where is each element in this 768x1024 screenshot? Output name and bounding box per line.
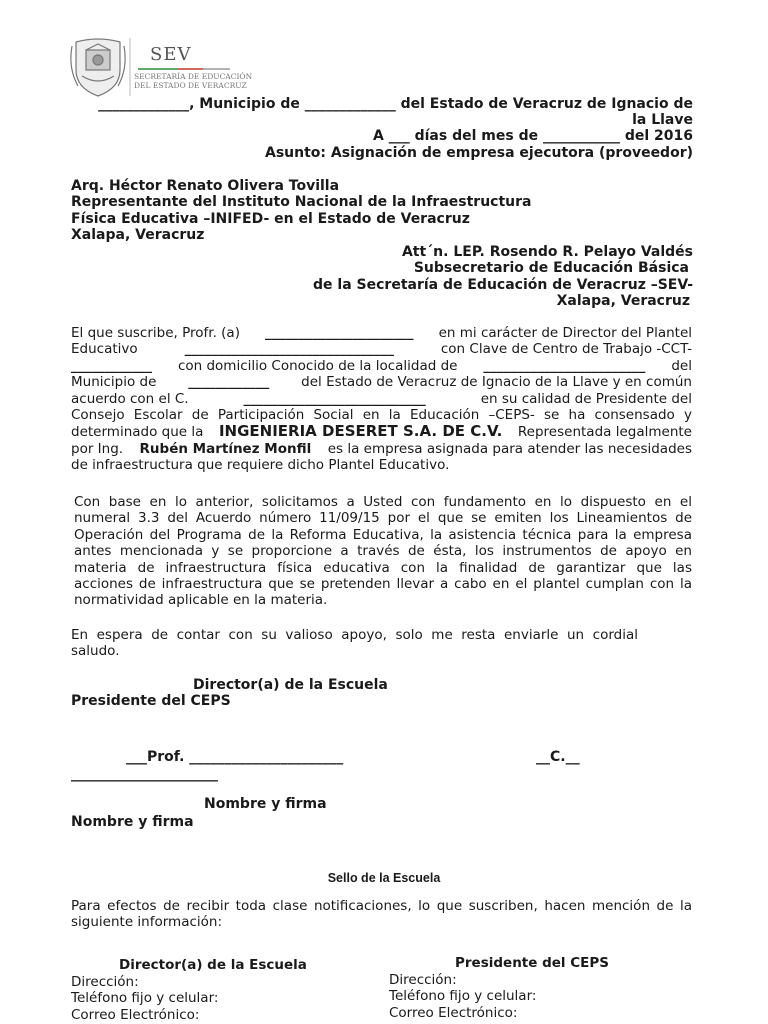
para1-line: de infraestructura que requiere dicho Plantel Educativo. bbox=[71, 457, 450, 474]
para2-line: Con base en lo anterior, solicitamos a Usted con fundamento en lo dispuesto en el bbox=[74, 494, 692, 510]
paragraph-2 bbox=[74, 494, 692, 609]
locality-blank: ________________________ bbox=[483, 357, 646, 374]
director-address-label: Dirección: bbox=[71, 974, 139, 990]
president-address-label: Dirección: bbox=[389, 972, 457, 988]
president-name-blank: ___________________________ bbox=[243, 390, 426, 407]
para1-text: por Ing. bbox=[71, 440, 124, 457]
para1-text: en mi carácter de Director del Plantel bbox=[438, 325, 692, 341]
company-name: INGENIERIA DESERET S.A. DE C.V. bbox=[218, 422, 503, 441]
para1-text: determinado que la bbox=[71, 424, 204, 441]
cct-blank: ____________ bbox=[71, 357, 152, 374]
para1-text: con domicilio Conocido de la localidad de bbox=[177, 357, 458, 374]
director-info-title: Director(a) de la Escuela bbox=[119, 957, 307, 973]
para2-line: normatividad aplicable en la materia. bbox=[74, 592, 328, 609]
para1-text: Representada legalmente bbox=[517, 424, 692, 441]
president-info-title: Presidente del CEPS bbox=[455, 955, 610, 971]
paragraph-3 bbox=[71, 627, 638, 660]
director-title: Director(a) de la Escuela bbox=[193, 677, 388, 693]
school-name-blank: _______________________________ bbox=[184, 341, 394, 358]
name-and-signature-1: Nombre y firma bbox=[204, 796, 327, 812]
para3-line: saludo. bbox=[71, 643, 120, 660]
president-title: Presidente del CEPS bbox=[71, 693, 231, 709]
director-phone-label: Teléfono fijo y celular: bbox=[71, 990, 219, 1006]
director-email-label: Correo Electrónico: bbox=[71, 1007, 200, 1023]
para2-line: antes mencionada y se proporcione a través de ésta, los instrumentos de apoyo en bbox=[74, 543, 692, 560]
date-line: A ___ días del mes de ___________ del 2016 bbox=[373, 128, 693, 144]
para1-text: del bbox=[671, 357, 692, 374]
recipient-city: Xalapa, Veracruz bbox=[71, 227, 205, 243]
representative-name: Rubén Martínez Monfil bbox=[139, 440, 312, 457]
para1-line: Consejo Escolar de Participación Social en la Educación –CEPS- se ha consensado y bbox=[71, 407, 692, 424]
para1-text: acuerdo con el C. bbox=[71, 390, 189, 407]
municipality-blank: ____________ bbox=[188, 374, 270, 391]
president-email-label: Correo Electrónico: bbox=[389, 1005, 518, 1021]
recipient-title-1: Representante del Instituto Nacional de la Infraestructura bbox=[71, 194, 532, 210]
para1-text: en su calidad de Presidente del bbox=[480, 390, 692, 407]
para2-line: numeral 3.3 del Acuerdo número 11/09/15 por el que se emiten los Lineamientos de bbox=[74, 510, 692, 527]
president-phone-label: Teléfono fijo y celular: bbox=[389, 988, 537, 1004]
attention-title-2: de la Secretaría de Educación de Veracruz –SEV- bbox=[313, 277, 693, 293]
place-date-line-2: la Llave bbox=[632, 112, 693, 128]
logo-subtitle-1: SECRETARÍA DE EDUCACIÓN bbox=[134, 72, 253, 81]
para2-line: acciones de infraestructura que se pretenden llevar a cabo en el plantel cumplan con la bbox=[74, 576, 692, 593]
recipient-name: Arq. Héctor Renato Olivera Tovilla bbox=[71, 178, 340, 194]
signature-underline: _____________________ bbox=[71, 766, 218, 782]
c-signature-line: __C.__ bbox=[536, 749, 580, 765]
school-seal-label: Sello de la Escuela bbox=[327, 871, 441, 885]
place-date-line-1: _____________, Municipio de _____________ del Estado de Veracruz de Ignacio de bbox=[98, 96, 693, 112]
para3-line: En espera de contar con su valioso apoyo, solo me resta enviarle un cordial bbox=[71, 627, 638, 643]
para2-line: Operación del Programa de la Reforma Educativa, la asistencia técnica para la empresa bbox=[74, 526, 692, 543]
name-and-signature-2: Nombre y firma bbox=[71, 814, 194, 830]
para1-text: del Estado de Veracruz de Ignacio de la Llave y en común bbox=[301, 374, 692, 391]
prof-signature-line: ___Prof. ______________________ bbox=[126, 749, 344, 765]
notifications-paragraph bbox=[71, 898, 692, 931]
recipient-title-2: Física Educativa –INIFED- en el Estado de Veracruz bbox=[71, 211, 470, 227]
attention-city: Xalapa, Veracruz bbox=[556, 293, 690, 309]
paragraph-1 bbox=[71, 325, 692, 474]
logo-title: SEV bbox=[150, 44, 192, 65]
attention-name: Att´n. LEP. Rosendo R. Pelayo Valdés bbox=[401, 244, 693, 260]
subject-line: Asunto: Asignación de empresa ejecutora (proveedor) bbox=[265, 145, 693, 161]
notifications-line: Para efectos de recibir toda clase notificaciones, lo que suscriben, hacen mención de la bbox=[71, 898, 692, 914]
logo-subtitle-2: DEL ESTADO DE VERACRUZ bbox=[134, 81, 247, 90]
director-name-blank: ______________________ bbox=[265, 325, 414, 341]
notifications-line: siguiente información: bbox=[71, 914, 223, 931]
para1-text: con Clave de Centro de Trabajo -CCT- bbox=[440, 341, 692, 358]
para2-line: materia de infraestructura física educativa con la finalidad de garantizar que las bbox=[74, 559, 692, 576]
para1-text: Educativo bbox=[71, 341, 138, 358]
para1-text: Municipio de bbox=[71, 374, 157, 391]
para1-text: es la empresa asignada para atender las necesidades bbox=[327, 440, 692, 457]
para1-text: El que suscribe, Profr. (a) bbox=[71, 325, 240, 341]
attention-title-1: Subsecretario de Educación Básica bbox=[413, 260, 689, 276]
